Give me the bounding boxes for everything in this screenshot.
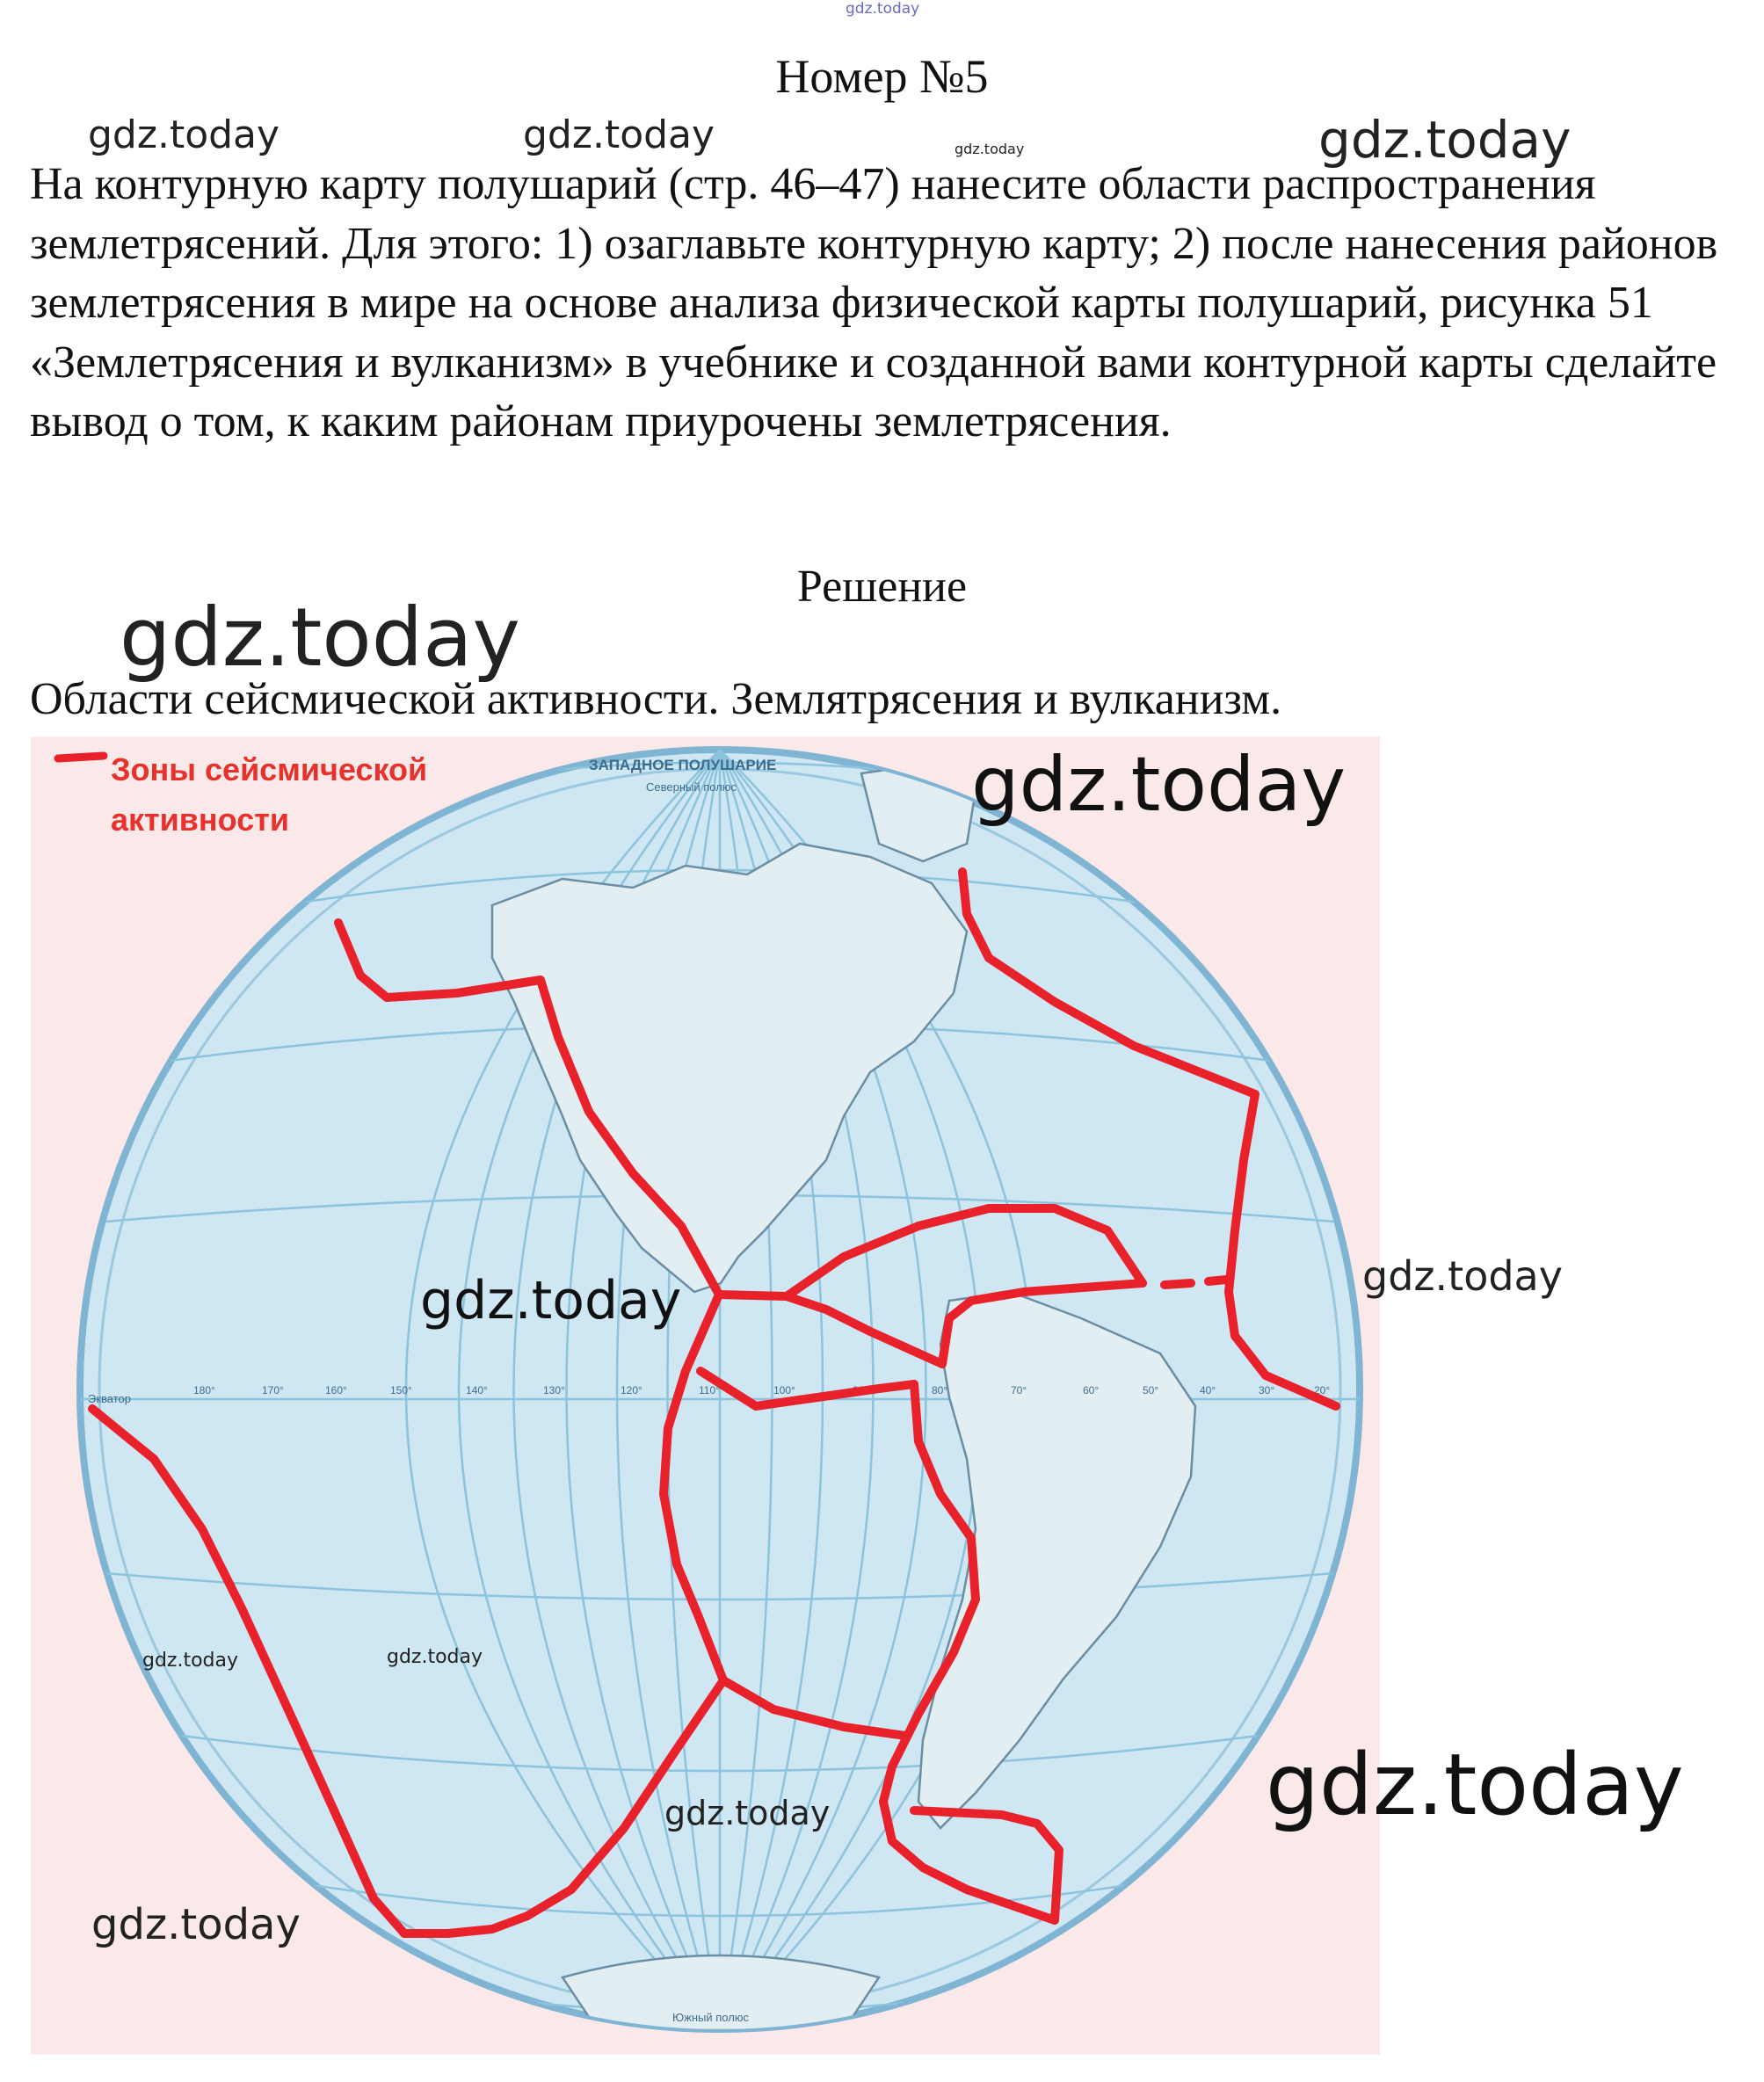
seismic-line-atlantic-dash-1 bbox=[1165, 1283, 1191, 1285]
watermark-header-right: gdz.today bbox=[1318, 110, 1572, 170]
meridian-label: 120° bbox=[621, 1384, 642, 1396]
hemisphere-map bbox=[31, 736, 1684, 2055]
meridian-label: 80° bbox=[932, 1384, 948, 1396]
watermark-header-left: gdz.today bbox=[88, 112, 280, 157]
watermark-map-small-mid: gdz.today bbox=[387, 1646, 483, 1668]
meridian-label: 70° bbox=[1011, 1384, 1027, 1396]
watermark-map-center: gdz.today bbox=[420, 1270, 682, 1331]
meridian-label: 50° bbox=[1143, 1384, 1159, 1396]
meridian-label: 130° bbox=[543, 1384, 565, 1396]
meridian-label: 90° bbox=[853, 1384, 869, 1396]
meridian-label: 160° bbox=[325, 1384, 347, 1396]
answer-text: Области сейсмической активности. Землятрясения и вулканизм. bbox=[30, 674, 1282, 724]
meridian-label: 180° bbox=[193, 1384, 215, 1396]
north-pole-label: Северный полюс bbox=[646, 780, 737, 794]
solution-heading: Решение bbox=[796, 562, 968, 612]
meridian-label: 20° bbox=[1314, 1384, 1331, 1396]
hemisphere-title: ЗАПАДНОЕ ПОЛУШАРИЕ bbox=[589, 757, 777, 773]
meridian-label: 150° bbox=[390, 1384, 412, 1396]
page-title: Номер №5 bbox=[775, 50, 989, 103]
watermark-header-mid: gdz.today bbox=[523, 112, 715, 157]
meridian-label: 60° bbox=[1083, 1384, 1100, 1396]
meridian-label: 40° bbox=[1200, 1384, 1216, 1396]
equator-label: Экватор bbox=[88, 1392, 132, 1405]
watermark-header-small: gdz.today bbox=[955, 141, 1025, 157]
legend-swatch bbox=[58, 756, 104, 758]
watermark-top: gdz.today bbox=[846, 0, 920, 18]
south-pole-label: Южный полюс bbox=[672, 2011, 750, 2024]
seismic-line-atlantic-dash-2 bbox=[1209, 1280, 1226, 1281]
meridian-label: 140° bbox=[466, 1384, 488, 1396]
meridian-label: 30° bbox=[1259, 1384, 1275, 1396]
legend-label-line2: активности bbox=[111, 802, 289, 838]
watermark-map-big-lower-right: gdz.today bbox=[1266, 1736, 1684, 1834]
meridian-label: 110° bbox=[699, 1384, 720, 1396]
meridian-label: 100° bbox=[773, 1384, 795, 1396]
legend-label-line1: Зоны сейсмической bbox=[111, 751, 428, 787]
meridian-label: 170° bbox=[262, 1384, 284, 1396]
watermark-map-lower-center: gdz.today bbox=[664, 1794, 831, 1832]
watermark-map-small-left: gdz.today bbox=[142, 1650, 239, 1672]
task-text: На контурную карту полушарий (стр. 46–47) нанесите области распространения землетрясений. Для этого: 1) озаглавьте контурную карту; 2) после нанесения районов землетрясения в мире на основе анализа физической карты полушарий, рисунка 51 «Землетрясения и вулканизм» в учебнике и созданной вами контурной карты сделайте вывод о том, к каким районам приурочены землетрясения. bbox=[30, 159, 1718, 446]
watermark-map-top-right: gdz.today bbox=[971, 741, 1347, 829]
watermark-big-left: gdz.today bbox=[120, 591, 520, 685]
watermark-map-bottom-left: gdz.today bbox=[91, 1900, 301, 1949]
watermark-map-right: gdz.today bbox=[1362, 1252, 1563, 1300]
